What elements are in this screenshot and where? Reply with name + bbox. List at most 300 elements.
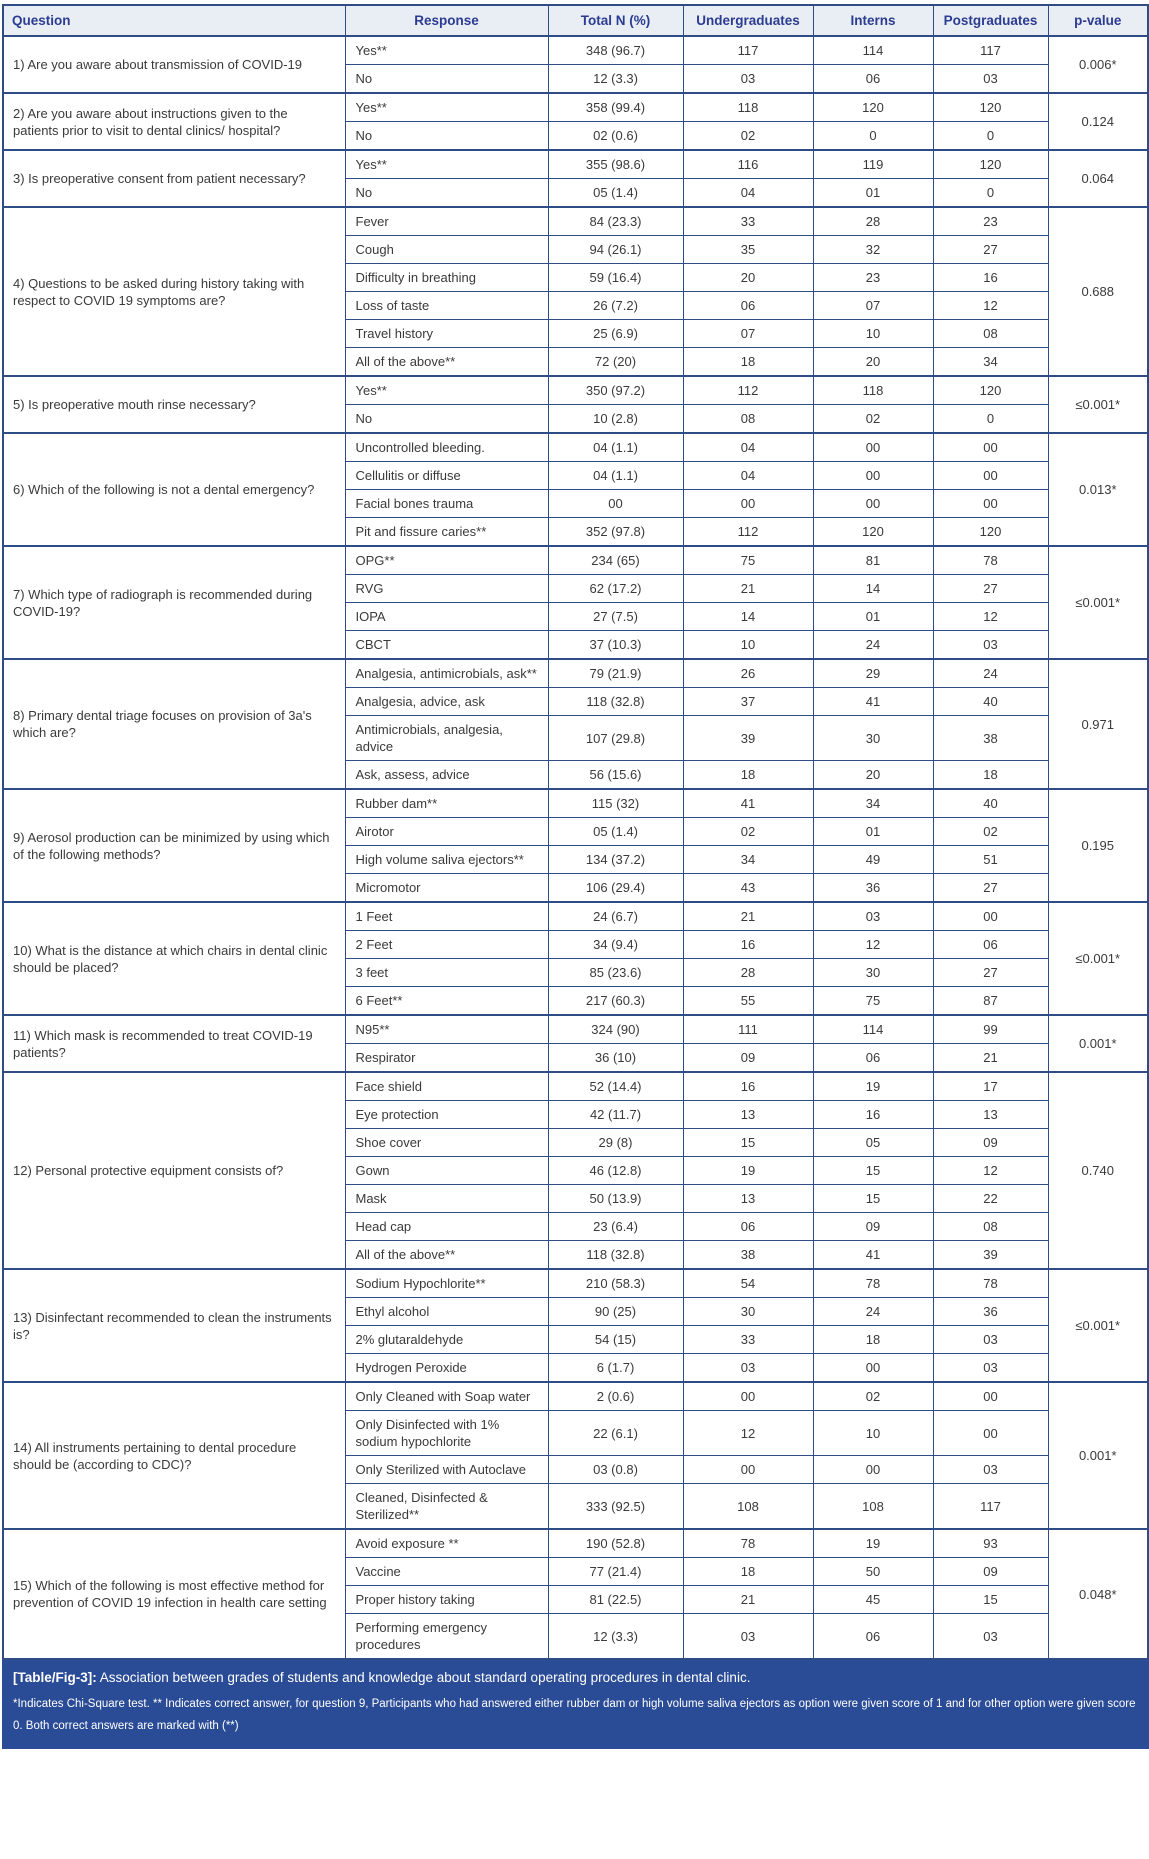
p-value-cell: 0.001* — [1048, 1015, 1148, 1072]
postgraduates-cell: 21 — [933, 1044, 1048, 1073]
undergraduates-cell: 21 — [683, 1586, 813, 1614]
caption-text: Association between grades of students and knowledge about standard operating procedures in dental clinic. — [99, 1670, 751, 1685]
table-row — [3, 1269, 1148, 1298]
p-value-cell: ≤0.001* — [1048, 902, 1148, 1015]
interns-cell: 49 — [813, 846, 933, 874]
total-cell: 29 (8) — [548, 1129, 683, 1157]
postgraduates-cell: 12 — [933, 603, 1048, 631]
interns-cell: 10 — [813, 320, 933, 348]
interns-cell: 03 — [813, 902, 933, 931]
total-cell: 217 (60.3) — [548, 987, 683, 1016]
undergraduates-cell: 39 — [683, 716, 813, 761]
interns-cell: 02 — [813, 1382, 933, 1411]
table-row — [3, 207, 1148, 236]
column-header-postgraduates: Postgraduates — [933, 5, 1048, 36]
undergraduates-cell: 04 — [683, 462, 813, 490]
total-cell: 350 (97.2) — [548, 376, 683, 405]
response-cell: Gown — [345, 1157, 548, 1185]
response-cell: Face shield — [345, 1072, 548, 1101]
total-cell: 355 (98.6) — [548, 150, 683, 179]
interns-cell: 06 — [813, 1614, 933, 1660]
interns-cell: 24 — [813, 1298, 933, 1326]
interns-cell: 81 — [813, 546, 933, 575]
interns-cell: 119 — [813, 150, 933, 179]
column-header-total-n: Total N (%) — [548, 5, 683, 36]
total-cell: 324 (90) — [548, 1015, 683, 1044]
undergraduates-cell: 10 — [683, 631, 813, 660]
question-cell: 12) Personal protective equipment consists of? — [3, 1072, 345, 1269]
undergraduates-cell: 34 — [683, 846, 813, 874]
total-cell: 24 (6.7) — [548, 902, 683, 931]
postgraduates-cell: 02 — [933, 818, 1048, 846]
total-cell: 52 (14.4) — [548, 1072, 683, 1101]
undergraduates-cell: 04 — [683, 433, 813, 462]
response-cell: Cellulitis or diffuse — [345, 462, 548, 490]
total-cell: 56 (15.6) — [548, 761, 683, 790]
question-cell: 1) Are you aware about transmission of COVID-19 — [3, 36, 345, 93]
response-cell: Difficulty in breathing — [345, 264, 548, 292]
response-cell: 6 Feet** — [345, 987, 548, 1016]
total-cell: 04 (1.1) — [548, 433, 683, 462]
results-table — [2, 4, 1149, 1660]
total-cell: 190 (52.8) — [548, 1529, 683, 1558]
total-cell: 62 (17.2) — [548, 575, 683, 603]
total-cell: 118 (32.8) — [548, 1241, 683, 1270]
column-header-response: Response — [345, 5, 548, 36]
interns-cell: 01 — [813, 603, 933, 631]
postgraduates-cell: 23 — [933, 207, 1048, 236]
column-header-question: Question — [3, 5, 345, 36]
response-cell: Facial bones trauma — [345, 490, 548, 518]
undergraduates-cell: 03 — [683, 1354, 813, 1383]
interns-cell: 00 — [813, 1456, 933, 1484]
p-value-cell: ≤0.001* — [1048, 546, 1148, 659]
response-cell: 2 Feet — [345, 931, 548, 959]
interns-cell: 01 — [813, 818, 933, 846]
undergraduates-cell: 117 — [683, 36, 813, 65]
undergraduates-cell: 112 — [683, 376, 813, 405]
undergraduates-cell: 02 — [683, 818, 813, 846]
interns-cell: 09 — [813, 1213, 933, 1241]
column-header-interns: Interns — [813, 5, 933, 36]
interns-cell: 07 — [813, 292, 933, 320]
undergraduates-cell: 13 — [683, 1185, 813, 1213]
total-cell: 23 (6.4) — [548, 1213, 683, 1241]
undergraduates-cell: 21 — [683, 575, 813, 603]
undergraduates-cell: 118 — [683, 93, 813, 122]
interns-cell: 28 — [813, 207, 933, 236]
undergraduates-cell: 12 — [683, 1411, 813, 1456]
interns-cell: 00 — [813, 490, 933, 518]
question-cell: 11) Which mask is recommended to treat COVID-19 patients? — [3, 1015, 345, 1072]
undergraduates-cell: 33 — [683, 1326, 813, 1354]
undergraduates-cell: 26 — [683, 659, 813, 688]
undergraduates-cell: 00 — [683, 1382, 813, 1411]
response-cell: Avoid exposure ** — [345, 1529, 548, 1558]
undergraduates-cell: 06 — [683, 1213, 813, 1241]
table-row — [3, 902, 1148, 931]
interns-cell: 00 — [813, 433, 933, 462]
response-cell: N95** — [345, 1015, 548, 1044]
interns-cell: 50 — [813, 1558, 933, 1586]
response-cell: Analgesia, advice, ask — [345, 688, 548, 716]
total-cell: 106 (29.4) — [548, 874, 683, 903]
p-value-cell: 0.688 — [1048, 207, 1148, 376]
interns-cell: 118 — [813, 376, 933, 405]
undergraduates-cell: 03 — [683, 1614, 813, 1660]
postgraduates-cell: 03 — [933, 1326, 1048, 1354]
postgraduates-cell: 51 — [933, 846, 1048, 874]
table-row — [3, 546, 1148, 575]
undergraduates-cell: 06 — [683, 292, 813, 320]
total-cell: 04 (1.1) — [548, 462, 683, 490]
table-row — [3, 1529, 1148, 1558]
undergraduates-cell: 18 — [683, 348, 813, 377]
postgraduates-cell: 00 — [933, 433, 1048, 462]
p-value-cell: 0.001* — [1048, 1382, 1148, 1529]
interns-cell: 120 — [813, 93, 933, 122]
total-cell: 358 (99.4) — [548, 93, 683, 122]
table-footnote: *Indicates Chi-Square test. ** Indicates correct answer, for question 9, Participants who had answered either rubber dam or high volume saliva ejectors as option were given score of 1 and for other option were given score 0. Both correct answers are marked with (**) — [13, 1697, 1136, 1733]
p-value-cell: 0.740 — [1048, 1072, 1148, 1269]
postgraduates-cell: 27 — [933, 959, 1048, 987]
table-row — [3, 1072, 1148, 1101]
caption-bar — [2, 1660, 1149, 1749]
interns-cell: 41 — [813, 688, 933, 716]
postgraduates-cell: 120 — [933, 150, 1048, 179]
response-cell: Micromotor — [345, 874, 548, 903]
total-cell: 333 (92.5) — [548, 1484, 683, 1530]
undergraduates-cell: 41 — [683, 789, 813, 818]
postgraduates-cell: 03 — [933, 65, 1048, 94]
undergraduates-cell: 116 — [683, 150, 813, 179]
total-cell: 50 (13.9) — [548, 1185, 683, 1213]
response-cell: Fever — [345, 207, 548, 236]
response-cell: Analgesia, antimicrobials, ask** — [345, 659, 548, 688]
postgraduates-cell: 36 — [933, 1298, 1048, 1326]
total-cell: 2 (0.6) — [548, 1382, 683, 1411]
interns-cell: 36 — [813, 874, 933, 903]
total-cell: 05 (1.4) — [548, 818, 683, 846]
postgraduates-cell: 03 — [933, 631, 1048, 660]
question-cell: 9) Aerosol production can be minimized by using which of the following methods? — [3, 789, 345, 902]
response-cell: No — [345, 405, 548, 434]
response-cell: Cleaned, Disinfected & Sterilized** — [345, 1484, 548, 1530]
interns-cell: 114 — [813, 36, 933, 65]
undergraduates-cell: 54 — [683, 1269, 813, 1298]
total-cell: 26 (7.2) — [548, 292, 683, 320]
undergraduates-cell: 28 — [683, 959, 813, 987]
postgraduates-cell: 12 — [933, 1157, 1048, 1185]
interns-cell: 78 — [813, 1269, 933, 1298]
interns-cell: 0 — [813, 122, 933, 151]
interns-cell: 06 — [813, 1044, 933, 1073]
postgraduates-cell: 40 — [933, 789, 1048, 818]
response-cell: All of the above** — [345, 1241, 548, 1270]
postgraduates-cell: 78 — [933, 546, 1048, 575]
question-cell: 5) Is preoperative mouth rinse necessary? — [3, 376, 345, 433]
total-cell: 107 (29.8) — [548, 716, 683, 761]
response-cell: Yes** — [345, 376, 548, 405]
interns-cell: 00 — [813, 462, 933, 490]
p-value-cell: 0.013* — [1048, 433, 1148, 546]
response-cell: 2% glutaraldehyde — [345, 1326, 548, 1354]
p-value-cell: 0.195 — [1048, 789, 1148, 902]
total-cell: 22 (6.1) — [548, 1411, 683, 1456]
postgraduates-cell: 34 — [933, 348, 1048, 377]
column-header-p-value: p-value — [1048, 5, 1148, 36]
response-cell: OPG** — [345, 546, 548, 575]
undergraduates-cell: 75 — [683, 546, 813, 575]
postgraduates-cell: 16 — [933, 264, 1048, 292]
response-cell: Cough — [345, 236, 548, 264]
question-cell: 13) Disinfectant recommended to clean the instruments is? — [3, 1269, 345, 1382]
response-cell: Hydrogen Peroxide — [345, 1354, 548, 1383]
postgraduates-cell: 00 — [933, 1411, 1048, 1456]
postgraduates-cell: 03 — [933, 1614, 1048, 1660]
response-cell: Uncontrolled bleeding. — [345, 433, 548, 462]
postgraduates-cell: 09 — [933, 1129, 1048, 1157]
undergraduates-cell: 111 — [683, 1015, 813, 1044]
table-row — [3, 659, 1148, 688]
response-cell: Vaccine — [345, 1558, 548, 1586]
response-cell: IOPA — [345, 603, 548, 631]
response-cell: 3 feet — [345, 959, 548, 987]
postgraduates-cell: 08 — [933, 1213, 1048, 1241]
response-cell: Sodium Hypochlorite** — [345, 1269, 548, 1298]
interns-cell: 01 — [813, 179, 933, 208]
postgraduates-cell: 12 — [933, 292, 1048, 320]
undergraduates-cell: 19 — [683, 1157, 813, 1185]
interns-cell: 23 — [813, 264, 933, 292]
postgraduates-cell: 00 — [933, 902, 1048, 931]
postgraduates-cell: 00 — [933, 490, 1048, 518]
table-row — [3, 433, 1148, 462]
total-cell: 72 (20) — [548, 348, 683, 377]
total-cell: 12 (3.3) — [548, 1614, 683, 1660]
postgraduates-cell: 09 — [933, 1558, 1048, 1586]
postgraduates-cell: 0 — [933, 405, 1048, 434]
table-row — [3, 1382, 1148, 1411]
undergraduates-cell: 55 — [683, 987, 813, 1016]
total-cell: 02 (0.6) — [548, 122, 683, 151]
undergraduates-cell: 33 — [683, 207, 813, 236]
undergraduates-cell: 16 — [683, 1072, 813, 1101]
postgraduates-cell: 15 — [933, 1586, 1048, 1614]
postgraduates-cell: 17 — [933, 1072, 1048, 1101]
total-cell: 115 (32) — [548, 789, 683, 818]
postgraduates-cell: 06 — [933, 931, 1048, 959]
table-row — [3, 789, 1148, 818]
response-cell: Pit and fissure caries** — [345, 518, 548, 547]
total-cell: 77 (21.4) — [548, 1558, 683, 1586]
postgraduates-cell: 87 — [933, 987, 1048, 1016]
interns-cell: 20 — [813, 761, 933, 790]
response-cell: Only Disinfected with 1% sodium hypochlorite — [345, 1411, 548, 1456]
undergraduates-cell: 13 — [683, 1101, 813, 1129]
table-row — [3, 150, 1148, 179]
undergraduates-cell: 08 — [683, 405, 813, 434]
postgraduates-cell: 93 — [933, 1529, 1048, 1558]
postgraduates-cell: 18 — [933, 761, 1048, 790]
interns-cell: 18 — [813, 1326, 933, 1354]
question-cell: 6) Which of the following is not a dental emergency? — [3, 433, 345, 546]
response-cell: Shoe cover — [345, 1129, 548, 1157]
response-cell: All of the above** — [345, 348, 548, 377]
postgraduates-cell: 00 — [933, 1382, 1048, 1411]
undergraduates-cell: 15 — [683, 1129, 813, 1157]
postgraduates-cell: 99 — [933, 1015, 1048, 1044]
question-cell: 2) Are you aware about instructions given to the patients prior to visit to dental clinics/ hospital? — [3, 93, 345, 150]
table-row — [3, 1015, 1148, 1044]
response-cell: Proper history taking — [345, 1586, 548, 1614]
postgraduates-cell: 27 — [933, 874, 1048, 903]
response-cell: Head cap — [345, 1213, 548, 1241]
undergraduates-cell: 38 — [683, 1241, 813, 1270]
response-cell: No — [345, 65, 548, 94]
interns-cell: 10 — [813, 1411, 933, 1456]
postgraduates-cell: 00 — [933, 462, 1048, 490]
interns-cell: 108 — [813, 1484, 933, 1530]
response-cell: Eye protection — [345, 1101, 548, 1129]
response-cell: 1 Feet — [345, 902, 548, 931]
response-cell: Yes** — [345, 93, 548, 122]
response-cell: Antimicrobials, analgesia, advice — [345, 716, 548, 761]
postgraduates-cell: 27 — [933, 236, 1048, 264]
postgraduates-cell: 08 — [933, 320, 1048, 348]
interns-cell: 29 — [813, 659, 933, 688]
p-value-cell: 0.064 — [1048, 150, 1148, 207]
interns-cell: 15 — [813, 1185, 933, 1213]
undergraduates-cell: 04 — [683, 179, 813, 208]
total-cell: 03 (0.8) — [548, 1456, 683, 1484]
total-cell: 25 (6.9) — [548, 320, 683, 348]
postgraduates-cell: 78 — [933, 1269, 1048, 1298]
undergraduates-cell: 18 — [683, 761, 813, 790]
response-cell: Ethyl alcohol — [345, 1298, 548, 1326]
question-cell: 8) Primary dental triage focuses on provision of 3a's which are? — [3, 659, 345, 789]
undergraduates-cell: 21 — [683, 902, 813, 931]
table-row — [3, 376, 1148, 405]
p-value-cell: 0.124 — [1048, 93, 1148, 150]
total-cell: 6 (1.7) — [548, 1354, 683, 1383]
postgraduates-cell: 120 — [933, 518, 1048, 547]
undergraduates-cell: 00 — [683, 1456, 813, 1484]
undergraduates-cell: 09 — [683, 1044, 813, 1073]
response-cell: Performing emergency procedures — [345, 1614, 548, 1660]
interns-cell: 06 — [813, 65, 933, 94]
interns-cell: 20 — [813, 348, 933, 377]
undergraduates-cell: 16 — [683, 931, 813, 959]
table-caption — [13, 1669, 1140, 1688]
postgraduates-cell: 120 — [933, 376, 1048, 405]
interns-cell: 120 — [813, 518, 933, 547]
interns-cell: 30 — [813, 959, 933, 987]
response-cell: Loss of taste — [345, 292, 548, 320]
interns-cell: 41 — [813, 1241, 933, 1270]
undergraduates-cell: 20 — [683, 264, 813, 292]
interns-cell: 00 — [813, 1354, 933, 1383]
interns-cell: 14 — [813, 575, 933, 603]
postgraduates-cell: 117 — [933, 36, 1048, 65]
table-header-row — [3, 5, 1148, 36]
undergraduates-cell: 00 — [683, 490, 813, 518]
undergraduates-cell: 18 — [683, 1558, 813, 1586]
total-cell: 85 (23.6) — [548, 959, 683, 987]
postgraduates-cell: 22 — [933, 1185, 1048, 1213]
response-cell: RVG — [345, 575, 548, 603]
total-cell: 134 (37.2) — [548, 846, 683, 874]
interns-cell: 34 — [813, 789, 933, 818]
table-row — [3, 93, 1148, 122]
total-cell: 05 (1.4) — [548, 179, 683, 208]
p-value-cell: 0.048* — [1048, 1529, 1148, 1659]
question-cell: 10) What is the distance at which chairs in dental clinic should be placed? — [3, 902, 345, 1015]
undergraduates-cell: 35 — [683, 236, 813, 264]
response-cell: Rubber dam** — [345, 789, 548, 818]
undergraduates-cell: 30 — [683, 1298, 813, 1326]
table-row — [3, 36, 1148, 65]
interns-cell: 45 — [813, 1586, 933, 1614]
postgraduates-cell: 38 — [933, 716, 1048, 761]
undergraduates-cell: 07 — [683, 320, 813, 348]
total-cell: 210 (58.3) — [548, 1269, 683, 1298]
undergraduates-cell: 78 — [683, 1529, 813, 1558]
undergraduates-cell: 02 — [683, 122, 813, 151]
total-cell: 81 (22.5) — [548, 1586, 683, 1614]
total-cell: 42 (11.7) — [548, 1101, 683, 1129]
p-value-cell: 0.006* — [1048, 36, 1148, 93]
question-cell: 7) Which type of radiograph is recommended during COVID-19? — [3, 546, 345, 659]
response-cell: CBCT — [345, 631, 548, 660]
total-cell: 352 (97.8) — [548, 518, 683, 547]
question-cell: 14) All instruments pertaining to dental procedure should be (according to CDC)? — [3, 1382, 345, 1529]
total-cell: 54 (15) — [548, 1326, 683, 1354]
total-cell: 00 — [548, 490, 683, 518]
total-cell: 27 (7.5) — [548, 603, 683, 631]
interns-cell: 19 — [813, 1072, 933, 1101]
total-cell: 348 (96.7) — [548, 36, 683, 65]
response-cell: Mask — [345, 1185, 548, 1213]
question-cell: 4) Questions to be asked during history taking with respect to COVID 19 symptoms are? — [3, 207, 345, 376]
response-cell: Yes** — [345, 36, 548, 65]
interns-cell: 05 — [813, 1129, 933, 1157]
interns-cell: 30 — [813, 716, 933, 761]
postgraduates-cell: 03 — [933, 1354, 1048, 1383]
interns-cell: 02 — [813, 405, 933, 434]
postgraduates-cell: 40 — [933, 688, 1048, 716]
undergraduates-cell: 112 — [683, 518, 813, 547]
response-cell: Respirator — [345, 1044, 548, 1073]
undergraduates-cell: 37 — [683, 688, 813, 716]
interns-cell: 12 — [813, 931, 933, 959]
total-cell: 234 (65) — [548, 546, 683, 575]
interns-cell: 114 — [813, 1015, 933, 1044]
figure-label: [Table/Fig-3]: — [13, 1670, 97, 1685]
response-cell: Travel history — [345, 320, 548, 348]
total-cell: 34 (9.4) — [548, 931, 683, 959]
column-header-undergraduates: Undergraduates — [683, 5, 813, 36]
total-cell: 59 (16.4) — [548, 264, 683, 292]
total-cell: 37 (10.3) — [548, 631, 683, 660]
postgraduates-cell: 24 — [933, 659, 1048, 688]
interns-cell: 32 — [813, 236, 933, 264]
question-cell: 3) Is preoperative consent from patient necessary? — [3, 150, 345, 207]
response-cell: High volume saliva ejectors** — [345, 846, 548, 874]
response-cell: No — [345, 122, 548, 151]
response-cell: No — [345, 179, 548, 208]
total-cell: 94 (26.1) — [548, 236, 683, 264]
